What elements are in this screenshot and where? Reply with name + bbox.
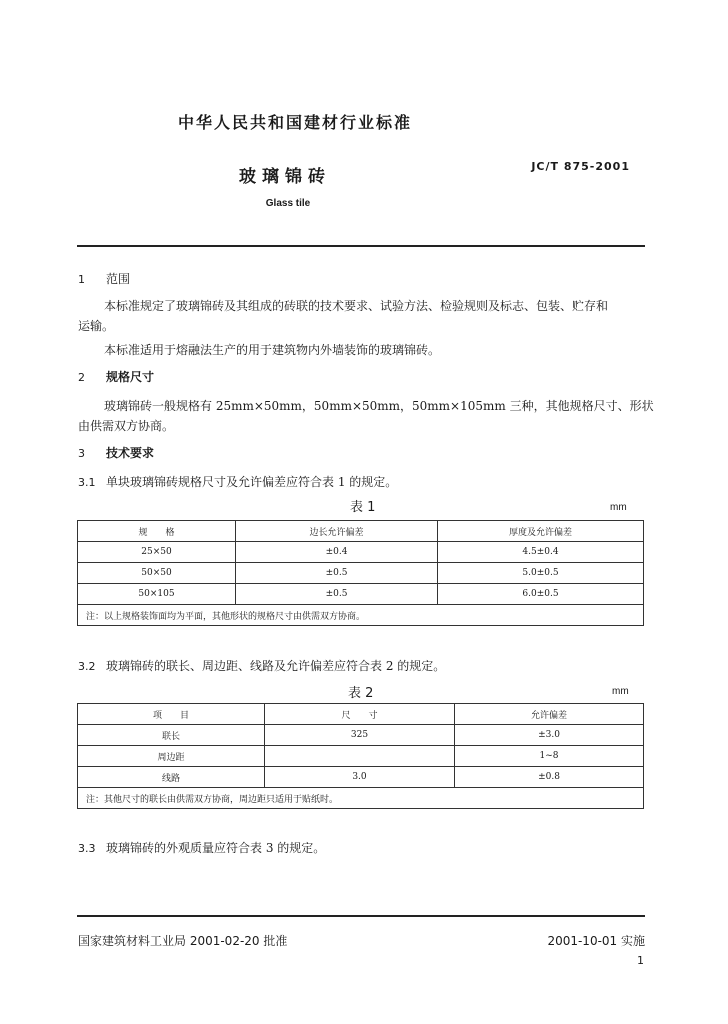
english-title: Glass tile [265,198,311,209]
table-cell: ±0.4 [236,542,438,563]
table-1 [77,520,644,626]
table-cell: 周边距 [78,746,265,767]
table-2-unit: mm [612,686,629,697]
table-row [78,584,644,605]
table-cell: 线路 [78,767,265,788]
table-2-header-item: 项 目 [78,704,265,725]
table-2 [77,703,644,809]
table-2-caption: 表 2 [348,686,374,701]
implementation-date: 2001-10-01 实施 [547,934,645,948]
page-number: 1 [637,954,644,967]
standard-code: JC/T 875-2001 [531,160,630,173]
clause-3-3 [78,838,325,859]
table-row [78,542,644,563]
section-1-heading [78,270,130,287]
section-2-para-line-2: 由供需双方协商。 [78,419,175,433]
table-cell: 1~8 [455,746,644,767]
clause-3-1-number: 3.1 [78,476,96,489]
table-row [78,563,644,584]
table-1-caption: 表 1 [350,500,376,515]
table-1-header-edge-tolerance: 边长允许偏差 [236,521,438,542]
section-3-title: 技术要求 [106,446,155,460]
table-cell: 50×105 [78,584,236,605]
section-3-heading [78,444,154,461]
section-1-title: 范围 [106,272,131,286]
table-2-header-size: 尺 寸 [265,704,455,725]
table-row [78,767,644,788]
table-row [78,788,644,809]
table-cell: 6.0±0.5 [438,584,644,605]
table-cell: ±0.5 [236,563,438,584]
clause-3-2 [78,656,445,677]
table-1-note: 注：以上规格装饰面均为平面，其他形状的规格尺寸由供需双方协商。 [78,605,644,626]
clause-3-3-text: 玻璃锦砖的外观质量应符合表 3 的规定。 [106,841,326,855]
table-1-unit: mm [610,502,627,513]
document-title: 玻璃锦砖 [239,167,331,187]
clause-3-2-number: 3.2 [78,660,96,673]
section-1-para-2: 本标准适用于熔融法生产的用于建筑物内外墙装饰的玻璃锦砖。 [104,343,441,357]
table-row [78,746,644,767]
clause-3-3-number: 3.3 [78,842,96,855]
table-cell: 联长 [78,725,265,746]
section-2-heading [78,368,154,385]
section-2-title: 规格尺寸 [106,370,155,384]
table-cell: ±3.0 [455,725,644,746]
table-row [78,521,644,542]
table-cell: ±0.5 [236,584,438,605]
section-1-number: 1 [78,273,85,286]
issuing-organization: 中华人民共和国建材行业标准 [177,113,412,132]
section-2-para-line-1: 玻璃锦砖一般规格有 25mm×50mm，50mm×50mm，50mm×105mm 三种，其他规格尺寸、形状 [104,399,654,413]
table-cell: 25×50 [78,542,236,563]
table-cell: 325 [265,725,455,746]
table-cell: 4.5±0.4 [438,542,644,563]
section-1-para-1-line-2: 运输。 [78,319,115,333]
table-2-note: 注：其他尺寸的联长由供需双方协商，周边距只适用于贴纸时。 [78,788,644,809]
clause-3-1-text: 单块玻璃锦砖规格尺寸及允许偏差应符合表 1 的规定。 [106,475,398,489]
table-row [78,605,644,626]
section-1-para-1-line-1: 本标准规定了玻璃锦砖及其组成的砖联的技术要求、试验方法、检验规则及标志、包装、贮存和 [104,299,609,313]
footer-divider [77,915,645,917]
table-row [78,725,644,746]
header-divider [77,245,645,247]
clause-3-1 [78,472,397,493]
section-2-number: 2 [78,371,85,384]
table-2-header-tolerance: 允许偏差 [455,704,644,725]
approval-line: 国家建筑材料工业局 2001-02-20 批准 [78,934,288,948]
section-3-number: 3 [78,447,85,460]
table-cell: 3.0 [265,767,455,788]
table-1-header-spec: 规 格 [78,521,236,542]
table-cell: ±0.8 [455,767,644,788]
clause-3-2-text: 玻璃锦砖的联长、周边距、线路及允许偏差应符合表 2 的规定。 [106,659,446,673]
table-1-header-thickness-tolerance: 厚度及允许偏差 [438,521,644,542]
table-cell: 50×50 [78,563,236,584]
table-cell [265,746,455,767]
table-row [78,704,644,725]
table-cell: 5.0±0.5 [438,563,644,584]
